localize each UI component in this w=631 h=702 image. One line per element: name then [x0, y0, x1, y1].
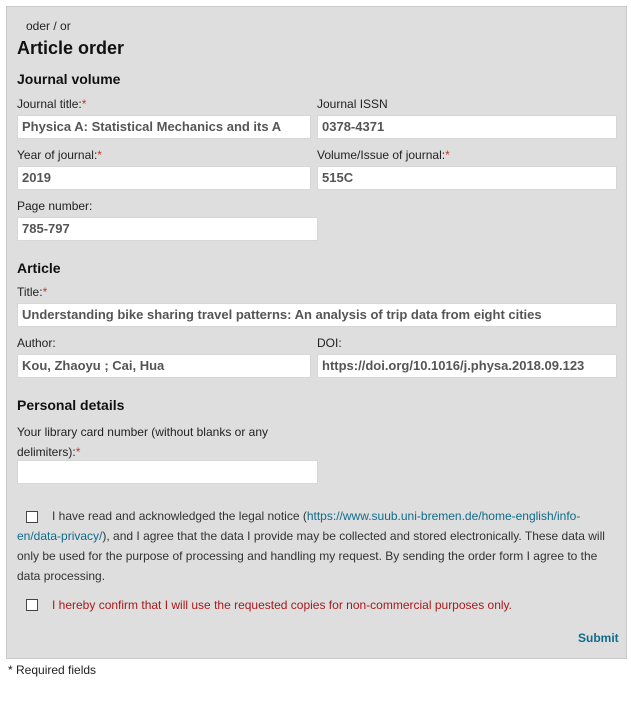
page-number-label: Page number:: [17, 199, 93, 213]
journal-volume-input[interactable]: 515C: [317, 166, 617, 190]
author-input[interactable]: Kou, Zhaoyu ; Cai, Hua: [17, 354, 311, 378]
required-mark: *: [81, 97, 87, 111]
journal-title-input[interactable]: Physica A: Statistical Mechanics and its A: [17, 115, 311, 139]
required-fields-note: * Required fields: [8, 663, 97, 677]
journal-year-label: Year of journal:*: [17, 148, 102, 162]
noncommercial-checkbox[interactable]: [26, 599, 38, 611]
required-mark: *: [445, 148, 450, 162]
required-mark: *: [42, 285, 48, 299]
article-section-heading: Article: [17, 260, 61, 276]
required-mark: *: [97, 148, 102, 162]
required-mark: *: [75, 445, 81, 459]
article-title-input[interactable]: Understanding bike sharing travel patterns: An analysis of trip data from eight cities: [17, 303, 617, 327]
order-form-panel: [6, 6, 627, 659]
privacy-link-part1[interactable]: https://www.suub.uni-bremen.de/home-english/info-: [306, 509, 581, 523]
article-title-label: Title:*: [17, 285, 48, 299]
library-card-label: Your library card number (without blanks or any delimiters):*: [17, 425, 269, 459]
page-number-input[interactable]: 785-797: [17, 217, 318, 241]
submit-button[interactable]: Submit: [578, 631, 619, 645]
author-label: Author:: [17, 336, 56, 350]
legal-notice-text: I have read and acknowledged the legal notice (https://www.suub.uni-bremen.de/home-english/info- en/data-privacy/), and I agree that the data I provide may be collected and stored electronically. These data will only be used for the purpose of processing and handling my request. By sending the order form I agree to the data processing.: [17, 509, 605, 583]
noncommercial-text: I hereby confirm that I will use the requested copies for non-commercial purposes only.: [52, 598, 512, 612]
page-title: Article order: [17, 38, 125, 58]
library-card-input[interactable]: [17, 460, 318, 484]
journal-issn-input[interactable]: 0378-4371: [317, 115, 617, 139]
doi-input[interactable]: https://doi.org/10.1016/j.physa.2018.09.123: [317, 354, 617, 378]
journal-title-label: Journal title:*: [17, 97, 87, 111]
doi-label: DOI:: [317, 336, 342, 350]
journal-volume-label: Volume/Issue of journal:*: [317, 148, 450, 162]
personal-section-heading: Personal details: [17, 397, 125, 413]
privacy-link-part2[interactable]: en/data-privacy/: [17, 529, 103, 543]
journal-section-heading: Journal volume: [17, 71, 121, 87]
journal-issn-label: Journal ISSN: [317, 97, 388, 111]
journal-year-input[interactable]: 2019: [17, 166, 311, 190]
breadcrumb: oder / or: [26, 19, 71, 33]
